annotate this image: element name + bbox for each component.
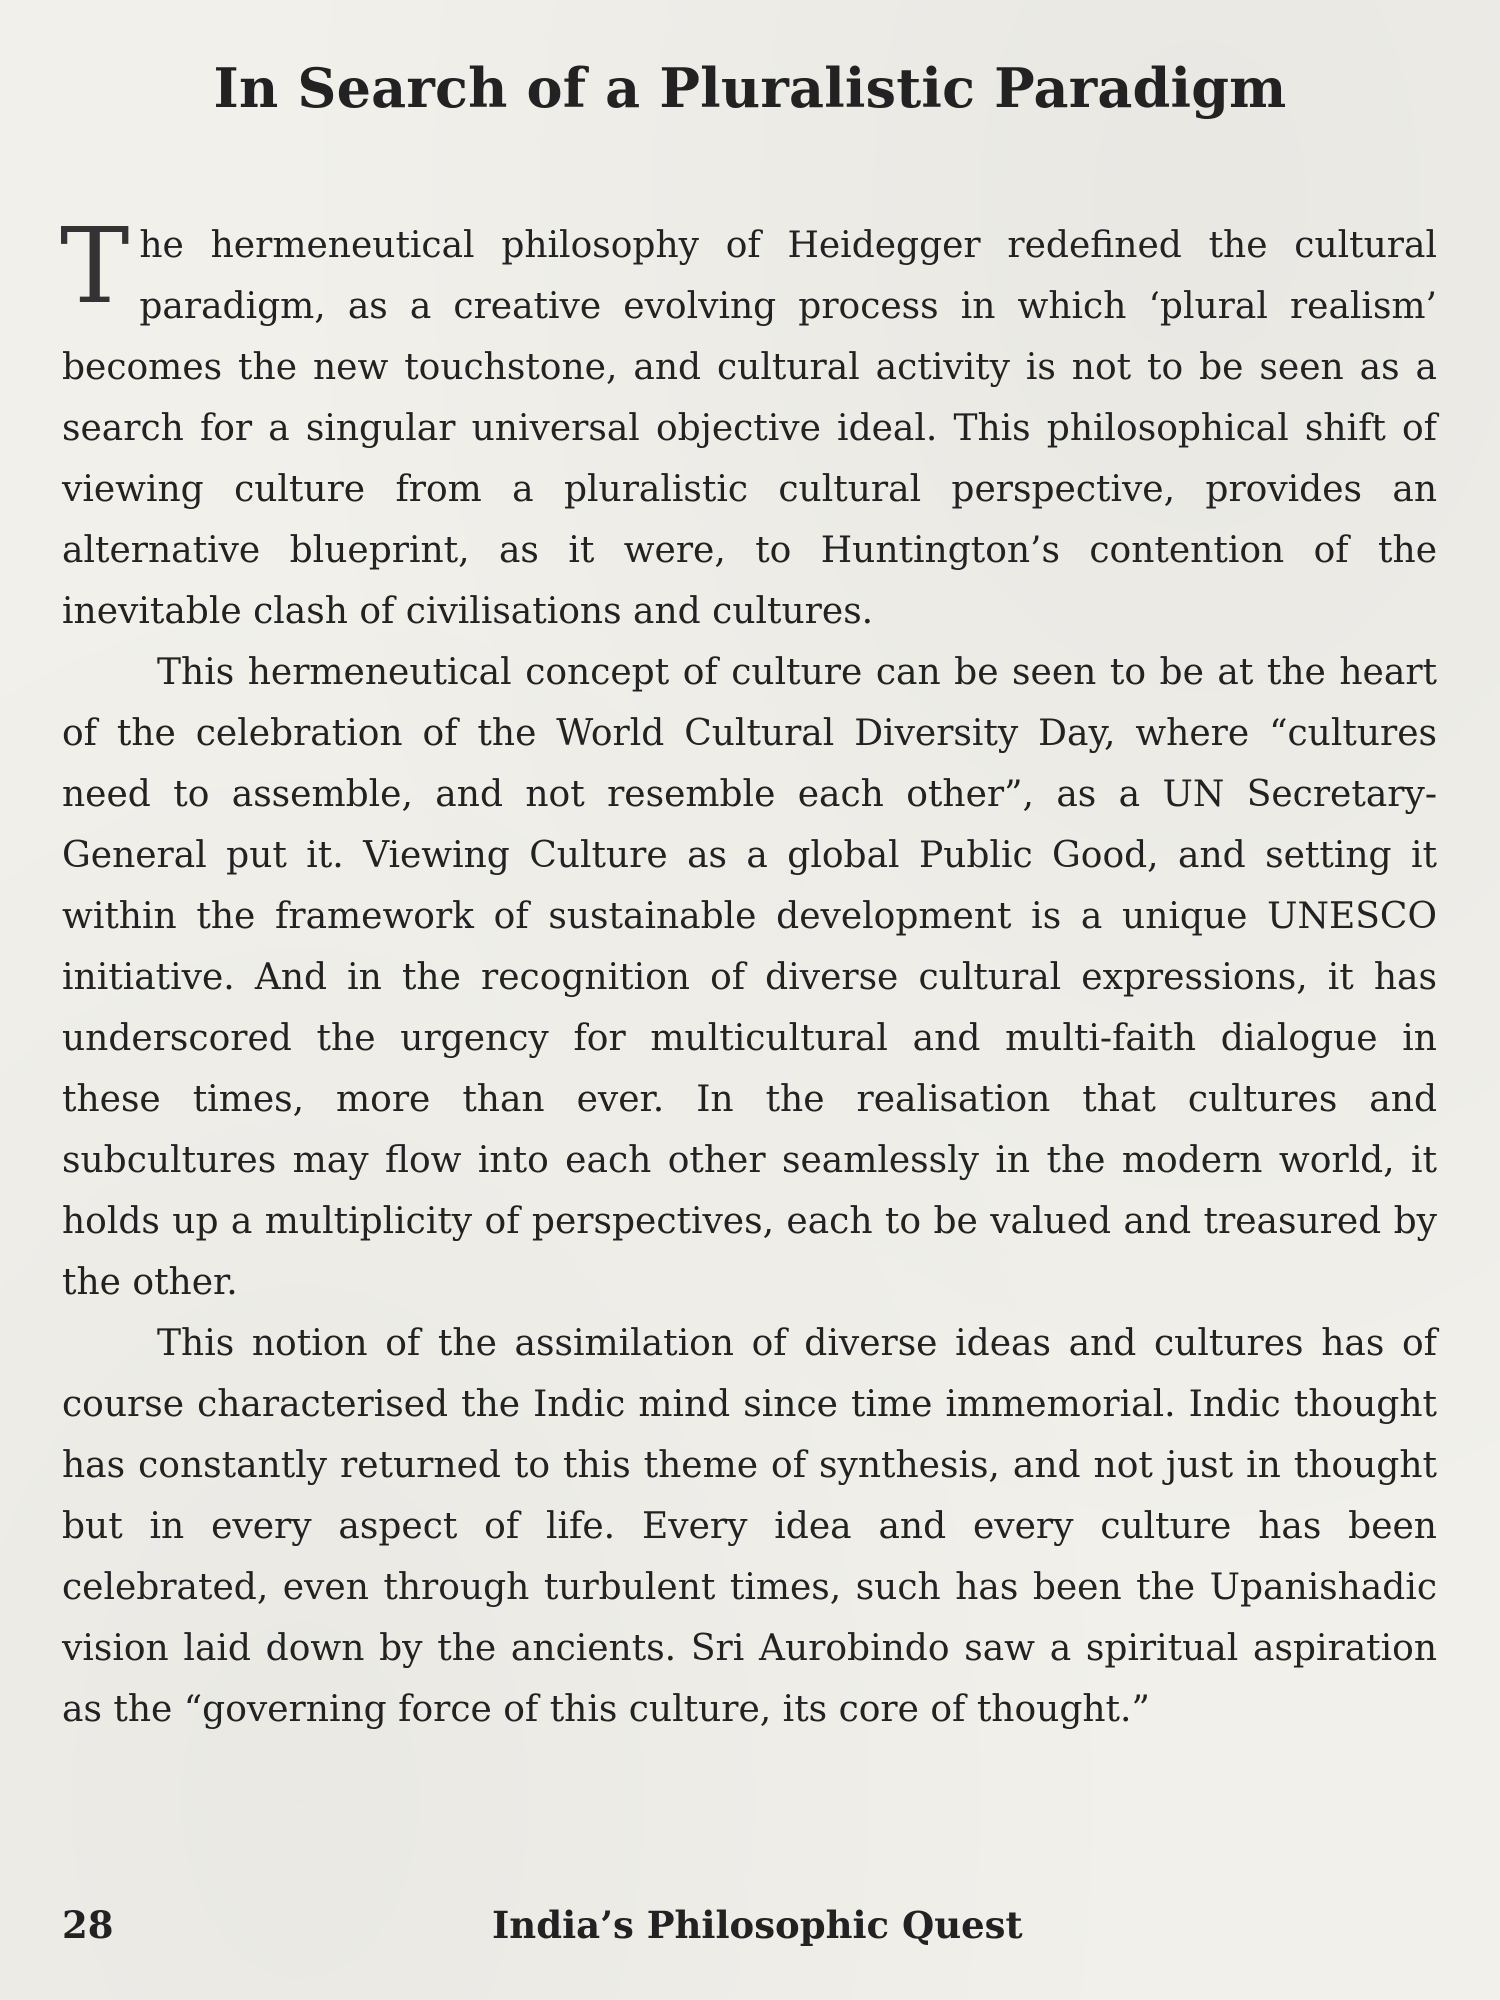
paragraph-1 bbox=[60, 205, 1437, 642]
running-footer-title: India’s Philosophic Quest bbox=[492, 1903, 1023, 1947]
paragraph-2: This hermeneutical concept of culture can be seen to be at the heart of the celebration of the World Cultural Diversity Day, where “cultures need to assemble, and not resemble each other”, as a UN Secretary-General put it. Viewing Culture as a global Public Good, and setting it within the framework of sustainable development is a unique UNESCO initiative. And in the recognition of diverse cultural expressions, it has underscored the urgency for multicultural and multi-faith dialogue in these times, more than ever. In the realisation that cultures and subcultures may flow into each other seamlessly in the modern world, it holds up a multiplicity of perspectives, each to be valued and treasured by the other. bbox=[62, 652, 1437, 1303]
page-footer bbox=[62, 1903, 1437, 1953]
paragraph-1-text: he hermeneutical philosophy of Heidegger redefined the cultural paradigm, as a creative evolving process in which ‘plural realism’ becomes the new touchstone, and cultural activity is not to be seen as a search for a singular universal objective ideal. This philosophical shift of viewing culture from a pluralistic cultural perspective, provides an alternative blueprint, as it were, to Huntington’s contention of the inevitable clash of civilisations and cultures. bbox=[62, 225, 1437, 632]
page-number: 28 bbox=[62, 1903, 114, 1947]
paragraph-3: This notion of the assimilation of diverse ideas and cultures has of course characterised the Indic mind since time immemorial. Indic thought has constantly returned to this theme of synthesis, and not just in thought but in every aspect of life. Every idea and every culture has been celebrated, even through turbulent times, such has been the Upanishadic vision laid down by the ancients. Sri Aurobindo saw a spiritual aspiration as the “governing force of this culture, its core of thought.” bbox=[62, 1323, 1437, 1730]
drop-cap: T bbox=[60, 205, 130, 327]
article-body bbox=[60, 205, 1437, 1740]
article-title: In Search of a Pluralistic Paradigm bbox=[213, 56, 1287, 120]
